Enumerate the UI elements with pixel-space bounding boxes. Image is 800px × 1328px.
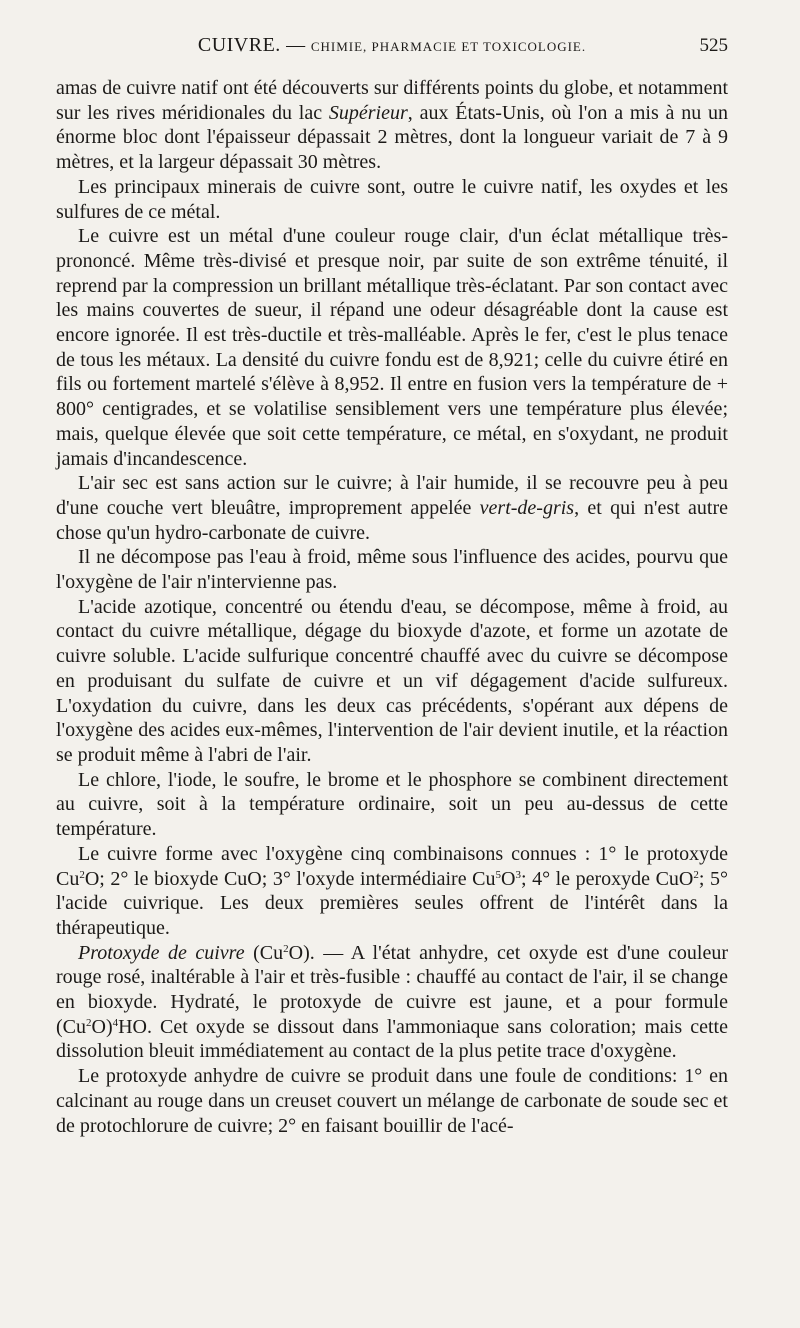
p8-text-d: ; 4° le peroxyde CuO (520, 867, 694, 890)
header-title-main: CUIVRE. (197, 34, 281, 56)
p9-text-c: O). — A l'état anhydre, cet oxyde est d'une couleur rouge rosé, inaltérable à l'air et très-fusible : chauffé au contact de l'air, il se change en bioxyde. Hydraté, le protoxyde de cuivre est jaune, et a pour formule (Cu (56, 941, 728, 1038)
p9-text-d: O) (91, 1015, 113, 1038)
page-number: 525 (699, 35, 728, 56)
p8-sup-4: 2 (693, 868, 699, 881)
p4-text-c: , et qui n'est autre chose qu'un hydro-carbonate de cuivre. (56, 496, 728, 544)
p8-text-c: O (501, 867, 516, 890)
p1-text-c: , aux États-Unis, où l'on a mis à nu un énorme bloc dont l'épaisseur dépassait 2 mètres, dont la longueur variait de 7 à 9 mètres, et la largeur dépassait 30 mètres. (56, 101, 728, 174)
p1-text-a: amas de cuivre natif ont été découverts sur différents points du globe, et notamment sur les rives méridionales du lac (56, 77, 728, 124)
paragraph-8 (56, 842, 728, 941)
p8-sup-1: 2 (79, 868, 85, 881)
running-header (56, 34, 728, 64)
p9-section-title: Protoxyde de cuivre (78, 941, 245, 964)
paragraph-1 (56, 76, 728, 175)
p9-text-e: HO. Cet oxyde se dissout dans l'ammoniaque sans coloration; mais cette dissolution bleuit immédiatement au contact de la plus petite trace d'oxygène. (56, 1015, 728, 1063)
paragraph-2: Les principaux minerais de cuivre sont, outre le cuivre natif, les oxydes et les sulfures de ce métal. (56, 175, 728, 223)
p9-sup-2: 2 (86, 1016, 92, 1029)
p9-sup-1: 2 (283, 942, 289, 955)
paragraph-9 (56, 941, 728, 1065)
header-subtitle: CHIMIE, PHARMACIE ET TOXICOLOGIE. (310, 39, 587, 54)
p9-text-b: (Cu (244, 941, 284, 964)
p4-text-a: L'air sec est sans action sur le cuivre; à l'air humide, il se recouvre peu à peu d'une couche vert bleuâtre, improprement appelée (56, 472, 728, 519)
paragraph-10: Le protoxyde anhydre de cuivre se produit dans une foule de conditions: 1° en calcinant au rouge dans un creuset couvert un mélange de carbonate de soude sec et de protochlorure de cuivre; 2° en faisant bouillir de l'acé- (56, 1065, 728, 1137)
p8-text-b: O; 2° le bioxyde CuO; 3° l'oxyde intermédiaire Cu (84, 867, 496, 890)
paragraph-6: L'acide azotique, concentré ou étendu d'eau, se décompose, même à froid, au contact du cuivre métallique, dégage du bioxyde d'azote, et forme un azotate de cuivre soluble. L'acide sulfurique concentré chauffé avec du cuivre se décompose en produisant du sulfate de cuivre et un vif dégagement d'acide sulfureux. L'oxydation du cuivre, dans les deux cas précédents, s'opérant aux dépens de l'oxygène des acides eux-mêmes, l'intervention de l'air devient inutile, et la réaction se produit même à l'abri de l'air. (56, 595, 728, 766)
p8-sup-2: 5 (495, 868, 501, 881)
p8-text-e: ; 5° l'acide cuivrique. Les deux premières seules offrent de l'intérêt dans la thérapeutique. (56, 867, 728, 939)
p4-term: vert-de-gris (479, 496, 575, 519)
header-dash: — (286, 35, 306, 56)
p9-sup-3: 4 (112, 1016, 119, 1029)
paragraph-4 (56, 471, 728, 545)
p8-text-a: Le cuivre forme avec l'oxygène cinq combinaisons connues : 1° le protoxyde Cu (56, 842, 728, 890)
page-body (56, 76, 728, 1138)
header-title (116, 34, 668, 57)
paragraph-3: Le cuivre est un métal d'une couleur rouge clair, d'un éclat métallique très-prononcé. Même très-divisé et presque noir, par suite de son extrême ténuité, il reprend par la compression un brillant métallique très-éclatant. Par son contact avec les mains couvertes de sueur, il répand une odeur désagréable dont la cause est encore ignorée. Il est très-ductile et très-malléable. Après le fer, c'est le plus tenace de tous les métaux. La densité du cuivre fondu est de 8,921; celle du cuivre étiré en fils ou fortement martelé s'élève à 8,952. Il entre en fusion vers la température de + 800° centigrades, et se volatilise sensiblement vers une température plus élevée; mais, quelque élevée que soit cette température, ce métal, en s'oxydant, ne produit jamais d'incandescence. (56, 225, 728, 470)
p1-lake-name: Supérieur (328, 101, 408, 124)
paragraph-5: Il ne décompose pas l'eau à froid, même sous l'influence des acides, pourvu que l'oxygène de l'air n'intervienne pas. (56, 546, 728, 594)
p8-sup-3: 3 (515, 868, 521, 881)
paragraph-7: Le chlore, l'iode, le soufre, le brome et le phosphore se combinent directement au cuivre, soit à la température ordinaire, soit un peu au-dessus de cette température. (56, 768, 728, 841)
